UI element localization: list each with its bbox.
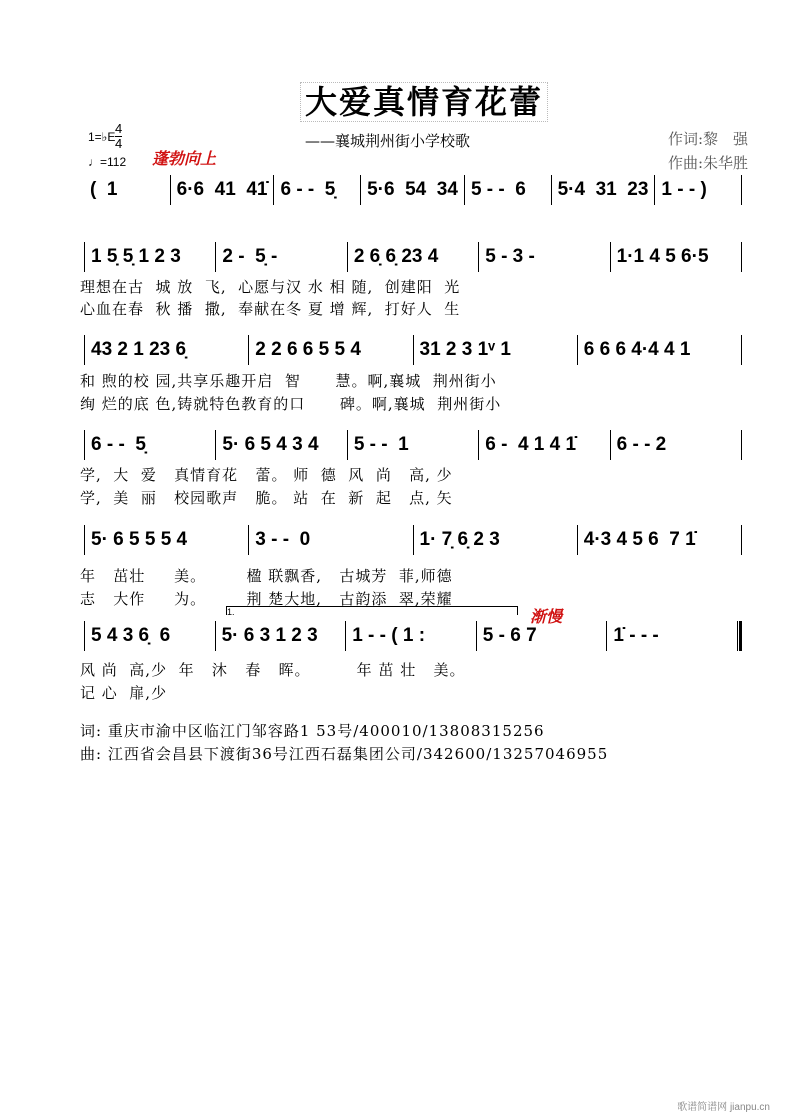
lyric-verse-2: 志 大作 为。 荆 楚大地, 古韵添 翠,荣耀 — [80, 590, 453, 608]
measure: 1 - - ( 1 : — [352, 625, 426, 646]
lyric-verse-1: 风 尚 高,少 年 沐 春 晖。 年 茁 壮 美。 — [80, 661, 466, 679]
measure: 1 5̣ 5̣ 1 2 3 — [91, 246, 181, 267]
time-bottom: 4 — [115, 136, 123, 151]
measure: 31 2 3 1ᵛ 1 — [419, 339, 511, 360]
notation-line — [84, 335, 742, 365]
lyric-verse-1: 理想在古 城 放 飞, 心愿与汉 水 相 随, 创建阳 光 — [80, 278, 461, 296]
notation-line — [84, 621, 742, 651]
measure: 5· 6 5 4 3 4 — [222, 434, 319, 455]
measure: 6 - 4 1 4 1̇ — [485, 434, 577, 455]
measure: 1 - - ) — [661, 179, 707, 200]
measure: 2 - 5̣ - — [222, 246, 278, 267]
measure: 5·6 54 34 — [367, 179, 458, 200]
lyric-verse-2: 绚 烂的底 色,铸就特色教育的口 碑。啊,襄城 荆州街小 — [80, 395, 502, 413]
final-bar-line — [737, 621, 742, 651]
measure: 6·6 41 41̇ — [176, 179, 268, 200]
composer: 作曲:朱华胜 — [667, 154, 748, 172]
song-title: 大爱真情育花蕾 — [300, 82, 548, 122]
bar-line — [741, 242, 742, 272]
lyric-verse-1: 年 茁壮 美。 楹 联飘香, 古城芳 菲,师德 — [80, 567, 453, 585]
bar-line — [741, 525, 742, 555]
notation-line — [84, 175, 742, 205]
composer-address: 曲: 江西省会昌县下渡街36号江西石磊集团公司/342600/13257046955 — [80, 745, 609, 763]
measure: 5 - - 6 — [470, 179, 526, 200]
lyric-verse-2: 记 心 扉,少 — [80, 684, 168, 702]
measure: 5· 6 3 1 2 3 — [221, 625, 318, 646]
bar-line — [741, 335, 742, 365]
lyric-verse-2: 心血在春 秋 播 撒, 奉献在冬 夏 增 辉, 打好人 生 — [80, 300, 461, 318]
measure: 5 - 6 7 — [482, 625, 537, 646]
bar-line — [741, 175, 742, 205]
notation-line — [84, 525, 742, 555]
expression-marking: 蓬勃向上 — [152, 149, 217, 168]
measure: 43 2 1 23 6̣ — [91, 339, 187, 360]
notation-line — [84, 242, 742, 272]
measure: 5 4 3 6̣ 6 — [91, 625, 171, 646]
watermark: 歌谱简谱网 jianpu.cn — [677, 1102, 770, 1113]
measure: ( 1 — [90, 179, 118, 200]
measure: 5 - - 1 — [353, 434, 409, 455]
time-top: 4 — [115, 121, 123, 136]
tempo-marking: ♩=112 — [88, 155, 127, 169]
time-signature — [115, 122, 122, 151]
lyric-verse-2: 学, 美 丽 校园歌声 脆。 站 在 新 起 点, 矢 — [80, 489, 453, 507]
measure: 5·4 31 23 — [557, 179, 649, 200]
lyric-verse-1: 学, 大 爱 真情育花 蕾。 师 德 风 尚 高, 少 — [80, 466, 453, 484]
subtitle: ——襄城荆州街小学校歌 — [305, 132, 471, 150]
bar-line — [741, 430, 742, 460]
measure: 5· 6 5 5 5 4 — [91, 529, 188, 550]
measure: 2 2 6 6 5 5 4 — [255, 339, 361, 360]
ritardando-marking: 渐慢 — [530, 607, 563, 626]
measure: 1̇ - - - — [613, 625, 659, 646]
measure: 6 - - 5̣ — [280, 179, 336, 200]
measure: 1· 7̣ 6̣ 2 3 — [419, 529, 500, 550]
lyric-verse-1: 和 煦的校 园,共享乐趣开启 智 慧。啊,襄城 荆州街小 — [80, 372, 497, 390]
measure: 5 - 3 - — [485, 246, 535, 267]
measure: 2 6̣ 6̣ 23 4 — [353, 246, 439, 267]
key-signature: 1=♭E — [88, 130, 116, 144]
measure: 6 6 6 4·4 4 1 — [583, 339, 691, 360]
notation-line — [84, 430, 742, 460]
measure: 6 - - 2 — [616, 434, 667, 455]
lyricist-address: 词: 重庆市渝中区临江门邹容路1 53号/400010/13808315256 — [80, 722, 545, 740]
lyricist: 作词:黎 强 — [667, 130, 748, 148]
volta-label: 1. — [227, 607, 235, 617]
measure: 1·1 4 5 6·5 — [616, 246, 709, 267]
measure: 6 - - 5̣ — [91, 434, 146, 455]
measure: 3 - - 0 — [255, 529, 311, 550]
measure: 4·3 4 5 6 7 1̇ — [583, 529, 696, 550]
